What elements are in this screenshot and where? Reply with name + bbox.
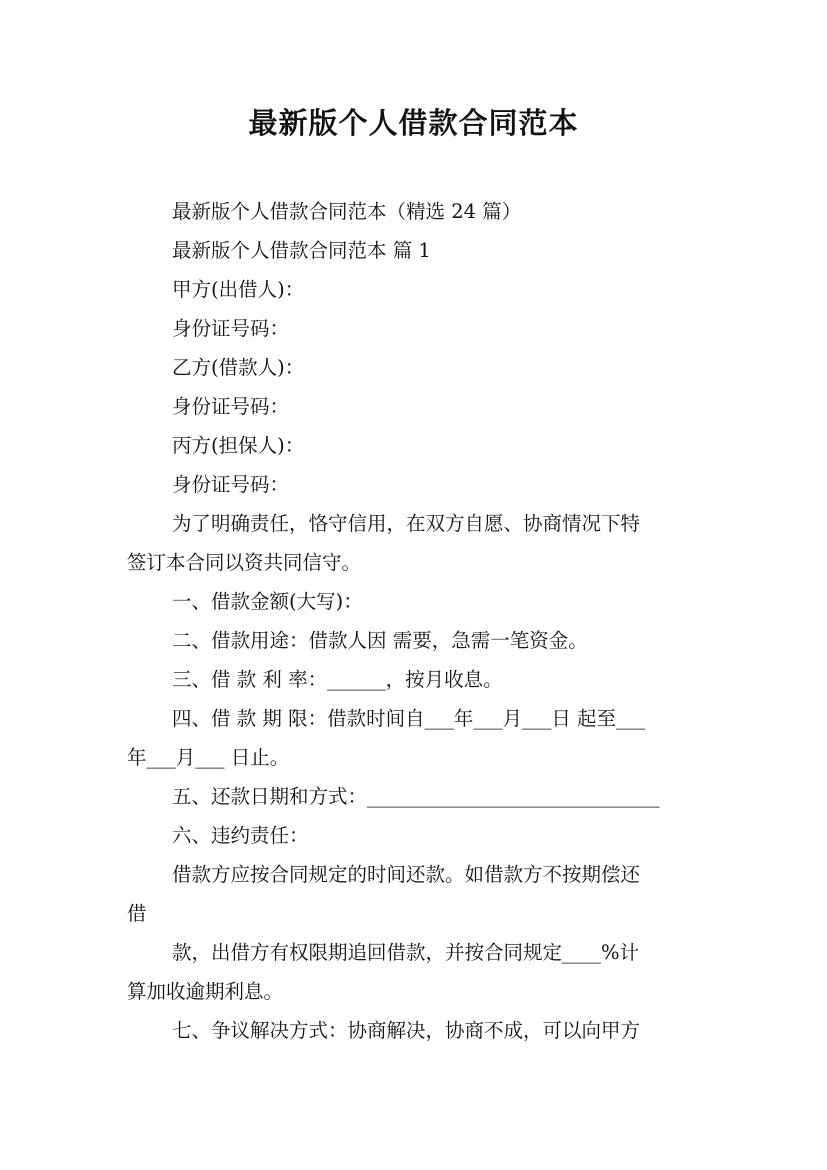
section-heading: 最新版个人借款合同范本 篇 1 — [172, 239, 431, 262]
clause-term-cont: 年___月___ 日止。 — [127, 746, 290, 769]
subtitle-line: 最新版个人借款合同范本（精选 24 篇） — [172, 200, 522, 223]
clause-breach: 六、违约责任： — [172, 824, 309, 847]
party-c-line: 丙方(担保人)： — [172, 434, 305, 457]
paragraph-line: 签订本合同以资共同信守。 — [127, 551, 362, 574]
document-body — [127, 192, 707, 1050]
party-b-id-line: 身份证号码： — [172, 395, 290, 418]
clause-interest: 三、借 款 利 率：______，按月收息。 — [172, 668, 503, 691]
paragraph-line: 借 — [127, 902, 147, 925]
party-c-id-line: 身份证号码： — [172, 473, 290, 496]
party-a-id-line: 身份证号码： — [172, 317, 290, 340]
party-b-line: 乙方(借款人)： — [172, 356, 305, 379]
paragraph-line: 为了明确责任，恪守信用，在双方自愿、协商情况下特 — [172, 512, 641, 535]
clause-term: 四、借 款 期 限：借款时间自___年___月___日 起至___ — [172, 707, 646, 730]
document-title: 最新版个人借款合同范本 — [248, 106, 579, 140]
clause-repayment: 五、还款日期和方式：______________________________ — [172, 785, 660, 808]
clause-dispute: 七、争议解决方式：协商解决，协商不成，可以向甲方 — [172, 1019, 641, 1042]
paragraph-line: 款，出借方有权限期追回借款，并按合同规定____%计 — [172, 941, 640, 964]
party-a-line: 甲方(出借人)： — [172, 278, 305, 301]
clause-amount: 一、借款金额(大写)： — [172, 590, 363, 613]
paragraph-line: 算加收逾期利息。 — [127, 980, 284, 1003]
clause-purpose: 二、借款用途：借款人因 需要，急需一笔资金。 — [172, 629, 588, 652]
paragraph-line: 借款方应按合同规定的时间还款。如借款方不按期偿还 — [172, 863, 641, 886]
